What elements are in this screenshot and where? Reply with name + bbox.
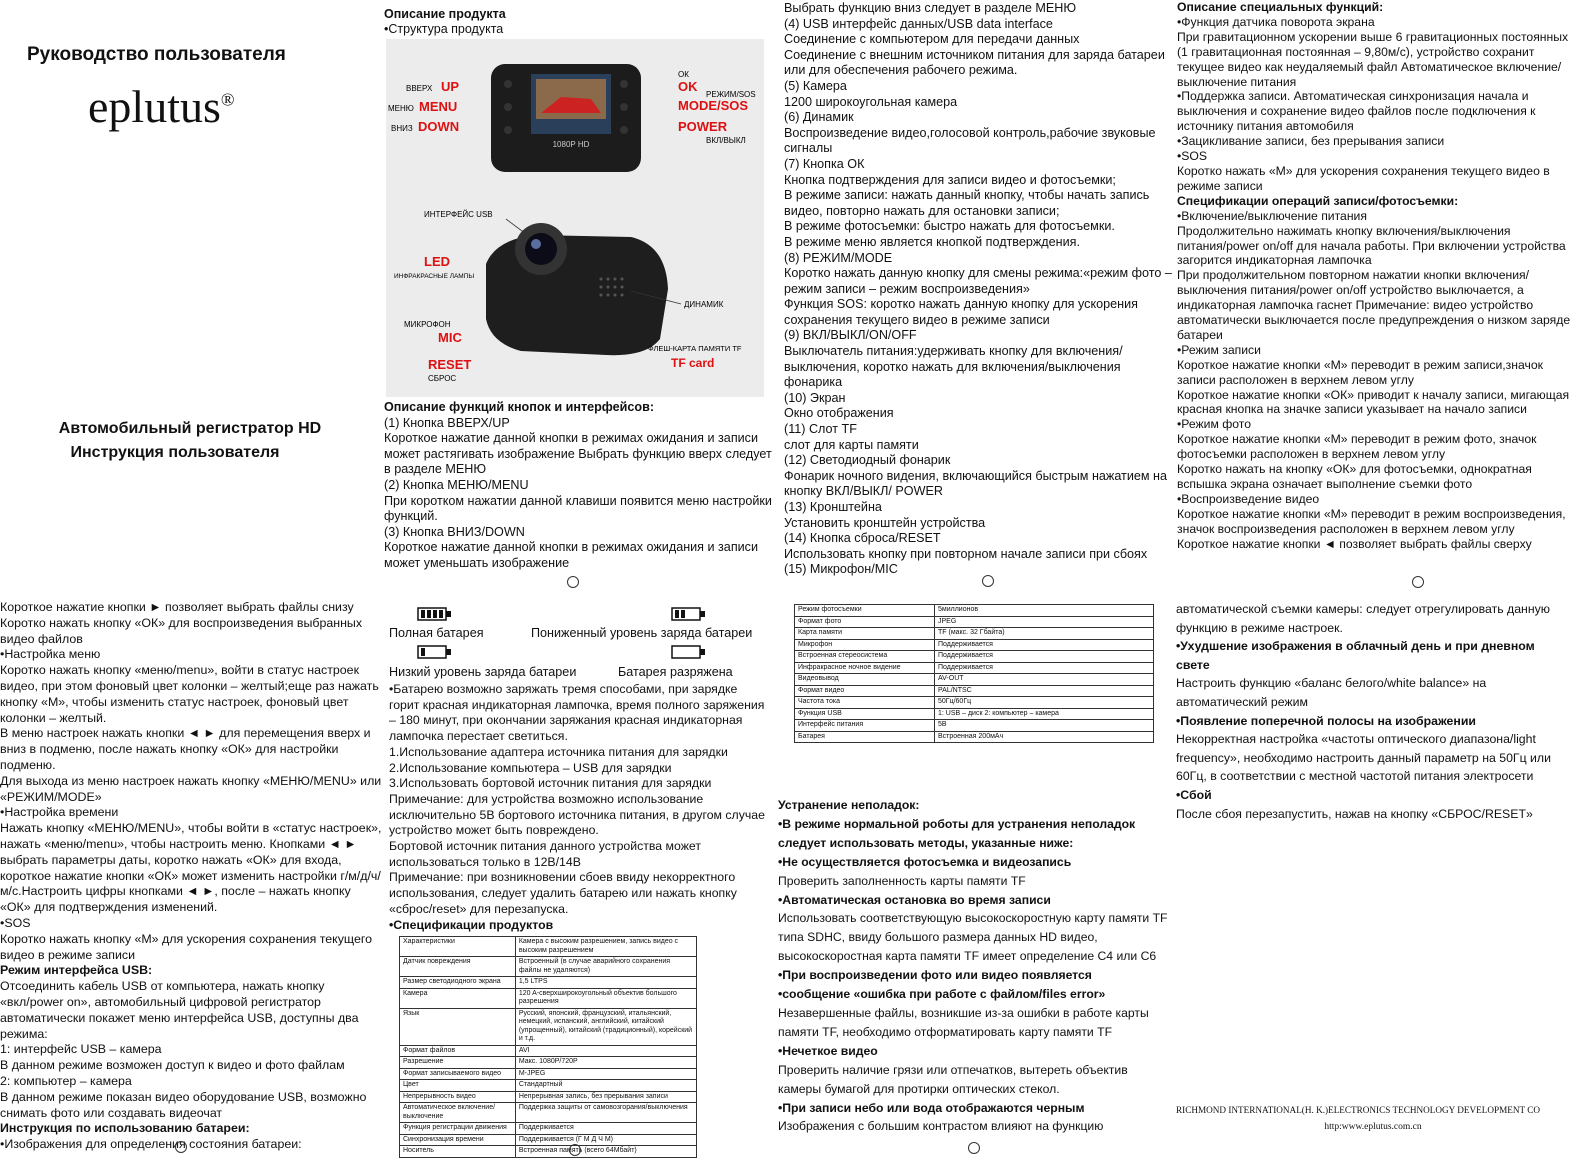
spec-key: Карта памяти <box>795 628 935 640</box>
structure-title: Описание продукта <box>384 7 506 21</box>
tips-line: После сбоя перезапустить, нажав на кнопку «СБРОС/RESET» <box>1176 806 1533 821</box>
settings-heading: Инструкция по использованию батареи: <box>0 1121 250 1136</box>
spec-key: Интерфейс питания <box>795 720 935 732</box>
spec-key: Формат видео <box>795 685 935 697</box>
spec-key: Функция регистрации движения <box>400 1123 516 1135</box>
label-reset-en: RESET <box>428 357 472 372</box>
func-line: Установить кронштейн устройства <box>784 515 986 530</box>
spec-value: Поддерживается <box>935 639 1154 651</box>
spec-value: Поддерживается <box>515 1123 696 1135</box>
troubleshoot-text <box>778 796 1170 1136</box>
label-down-ru: ВНИЗ <box>391 124 413 133</box>
func-line: Использовать кнопку при повторном начале записи при сбоях <box>784 546 1148 561</box>
special-line: При гравитационном ускорении выше 6 гравитационных постоянных (1 гравитационная постоянная – 9,80м/с), устройство сохранит текущее видео как неудаляемый файл Автоматическое включение/выключение питания <box>1177 29 1569 89</box>
spec-value: Поддерживается <box>935 651 1154 663</box>
spec-key: Синхронизация времени <box>400 1134 516 1146</box>
func-line: 1200 широкоугольная камера <box>784 94 958 109</box>
spec-row <box>795 708 1154 720</box>
spec-key: Размер светодиодного экрана <box>400 977 516 989</box>
spec-row <box>795 605 1154 617</box>
battery-empty-label: Батарея разряжена <box>618 665 733 679</box>
tips-panel <box>1176 600 1572 1140</box>
special-line: Короткое нажатие кнопки ◄ позволяет выбрать файлы сверху <box>1177 536 1532 551</box>
spec-key: Функция USB <box>795 708 935 720</box>
spec-key: Режим фотосъемки <box>795 605 935 617</box>
spec-value: Поддерживается <box>935 662 1154 674</box>
label-up-ru: ВВЕРХ <box>406 84 433 93</box>
label-reset-ru: СБРОС <box>428 374 457 383</box>
company-url: http:www.eplutus.com.cn <box>1324 1122 1422 1132</box>
tips-heading: •Сбой <box>1176 787 1212 802</box>
special-line: •Режим фото <box>1177 417 1251 432</box>
func-line: (4) USB интерфейс данных/USB data interface <box>784 16 1053 31</box>
func-line: Функция SOS: коротко нажать данную кнопку для ускорения сохранения текущего видео в режиме записи <box>784 297 1138 327</box>
spec-key: Микрофон <box>795 639 935 651</box>
spec-key: Непрерывность видео <box>400 1091 516 1103</box>
device-body-rear <box>486 235 668 355</box>
spec-value: Встроенная 200мАч <box>935 731 1154 743</box>
spec-row <box>795 697 1154 709</box>
spec-value: 1: USB – диск 2: компьютер – камера <box>935 708 1154 720</box>
label-mode-ru: РЕЖИМ/SOS <box>706 90 756 99</box>
label-mic-ru: МИКРОФОН <box>404 320 451 329</box>
special-title: Описание специальных функций: <box>1177 0 1384 14</box>
special-panel <box>1177 0 1572 580</box>
spec-value: M-JPEG <box>515 1068 696 1080</box>
spec-row <box>400 1134 697 1146</box>
troubleshoot-heading: •В режиме нормальной роботы для устранения неполадок следует использовать методы, указанные ниже: <box>778 816 1136 850</box>
func-line: Короткое нажатие данной кнопки в режимах ожидания и записи может растягивать изображение Выбрать функцию вверх следует в разделе МЕНЮ <box>384 431 772 477</box>
spec-key: Носитель <box>400 1146 516 1158</box>
troubleshoot-line: Изображения с большим контрастом влияют на функцию <box>778 1119 1104 1134</box>
settings-line: 2: компьютер – камера <box>0 1073 132 1088</box>
func-line: (5) Камера <box>784 78 847 93</box>
battery-lowered-icon <box>671 606 707 622</box>
product-diagram-svg <box>386 39 764 397</box>
label-ir: ИНФРАКРАСНЫЕ ЛАМПЫ <box>394 273 475 280</box>
cover-subtitle-2: Инструкция пользователя <box>70 444 280 461</box>
troubleshoot-line: Использовать соответствующую высокоскоростную карту памяти TF типа SDHC, ввиду большого размера данных HD видео, высокоскоростная карта памяти TF имеет определение C4 или C6 <box>778 911 1168 964</box>
spec-row <box>400 988 697 1008</box>
settings-line: Короткое нажатие кнопки ► позволяет выбрать файлы снизу <box>0 600 354 614</box>
battery-low-label: Низкий уровень заряда батареи <box>389 665 577 679</box>
func-line: Кнопка подтверждения для записи видео и фотосъемки; <box>784 172 1116 187</box>
func-line: Соединение с компьютером для передачи данных <box>784 32 1080 47</box>
spec-key: Разрешение <box>400 1057 516 1069</box>
label-down-en: DOWN <box>418 119 460 134</box>
spec-row <box>400 1057 697 1069</box>
label-mic-en: MIC <box>438 330 462 345</box>
func-line: Выключатель питания:удерживать кнопку для включения/выключения, коротко нажать для включения/выключения фонарика <box>784 344 1123 390</box>
label-tf-en: TF card <box>671 356 715 370</box>
settings-line: •Настройка меню <box>0 647 101 662</box>
tips-heading: •Появление поперечной полосы на изображении <box>1176 713 1476 728</box>
troubleshoot-title: Устранение неполадок: <box>778 798 920 812</box>
settings-panel <box>0 600 382 1152</box>
spec-row <box>795 720 1154 732</box>
spec-value: Макс. 1080P/720P <box>515 1057 696 1069</box>
label-tf-ru: ФЛЕШ-КАРТА ПАМЯТИ TF <box>648 344 742 353</box>
page-marker <box>175 1141 187 1153</box>
label-menu-en: MENU <box>419 99 458 114</box>
func-line: Окно отображения <box>784 406 894 421</box>
func-line: (3) Кнопка ВНИЗ/DOWN <box>384 524 525 539</box>
spec-value: AV-OUT <box>935 674 1154 686</box>
structure-subtitle: •Структура продукта <box>384 22 504 36</box>
func-line: Короткое нажатие данной кнопки в режимах ожидания и записи может уменьшать изображение <box>384 540 758 570</box>
spec-row <box>795 674 1154 686</box>
special-line: •Включение/выключение питания <box>1177 208 1367 223</box>
spec-value: Камера с высоким разрешением, запись видео с высоким разрешением <box>515 937 696 957</box>
func-line: слот для карты памяти <box>784 437 919 452</box>
spec-row <box>400 937 697 957</box>
spec-table-2 <box>794 604 1154 743</box>
brand-logo <box>88 80 235 133</box>
func-line: (15) Микрофон/MIC <box>784 562 898 577</box>
battery-line: 1.Использование адаптера источника питания для зарядки <box>389 744 728 759</box>
spec-value: AVI <box>515 1045 696 1057</box>
spec-row <box>795 662 1154 674</box>
battery-line: Бортовой источник питания данного устройства может использоваться только в 12В/14В <box>389 839 701 869</box>
battery-full-icon <box>417 606 453 622</box>
spec-key: Характеристики <box>400 937 516 957</box>
spec-value: Поддержка защиты от самовозгорания/выключения <box>515 1103 696 1123</box>
battery-low-icon <box>417 644 453 660</box>
battery-lowered-label: Пониженный уровень заряда батареи <box>531 626 753 640</box>
func-line: При коротком нажатии данной клавиши появится меню настройки функций. <box>384 493 772 524</box>
spec-value: 50Гц/60Гц <box>935 697 1154 709</box>
page-marker <box>569 1144 581 1156</box>
spec-value: Встроенный (в случае аварийного сохранения файлы не удаляются) <box>515 957 696 977</box>
label-led: LED <box>424 254 450 269</box>
settings-line: В данном режиме показан видео оборудование USB, возможно снимать фото или создавать видеочат <box>0 1089 367 1120</box>
spec-key: Язык <box>400 1008 516 1045</box>
spec-key: Формат записываемого видео <box>400 1068 516 1080</box>
troubleshoot-heading: •Автоматическая остановка во время записи <box>778 892 1051 907</box>
func-line: (11) Слот TF <box>784 422 857 437</box>
special-line: Короткое нажатие кнопки «М» переводит в режим фото, значок фотосъемки расположен в верхнем левом углу <box>1177 432 1537 462</box>
page-marker <box>968 1142 980 1154</box>
label-ok-ru: ОК <box>678 70 689 79</box>
special-line: Коротко нажать «М» для ускорения сохранения текущего видео в режиме записи <box>1177 163 1550 193</box>
product-diagram <box>386 39 764 397</box>
spec-row <box>795 628 1154 640</box>
spec-value: 1,5 LTPS <box>515 977 696 989</box>
spec-value: PAL/NTSC <box>935 685 1154 697</box>
spec-row <box>795 685 1154 697</box>
label-up-en: UP <box>441 79 460 94</box>
func-line: (9) ВКЛ/ВЫКЛ/ON/OFF <box>784 328 917 343</box>
settings-line: Отсоединить кабель USB от компьютера, нажать кнопку «вкл/power on», автомобильный цифровой регистратор автоматически покажет меню интерфейса USB, доступны два режима: <box>0 979 359 1041</box>
battery-panel <box>389 604 771 1154</box>
spec-row <box>400 977 697 989</box>
func-line: (12) Светодиодный фонарик <box>784 453 951 468</box>
special-line: •Функция датчика поворота экрана <box>1177 14 1375 29</box>
label-mode-en: MODE/SOS <box>678 98 749 113</box>
company-name: RICHMOND INTERNATIONAL(H. K.)ELECTRONICS TECHNOLOGY DEVELOPMENT CO <box>1176 1105 1540 1115</box>
troubleshoot-line: Незавершенные файлы, возникшие из-за ошибки в работе карты памяти TF, необходимо отформатировать карту памяти TF <box>778 1005 1149 1039</box>
troubleshoot-heading: •Не осуществляется фотосъемка и видеозапись <box>778 854 1072 869</box>
structure-panel <box>384 0 776 590</box>
battery-line: 2.Использование компьютера – USB для зарядки <box>389 760 672 775</box>
func-line: В режиме фотосъемки: быстро нажать для фотосъемки. <box>784 219 1115 234</box>
tips-line: Некорректная настройка «частоты оптического диапазона/light frequency», необходимо настроить данный параметр на 50Гц или 60Гц, в соответствии с местной частотой питания электросети <box>1176 732 1551 784</box>
func-line: (2) Кнопка МЕНЮ/MENU <box>384 477 529 492</box>
settings-heading: Режим интерфейса USB: <box>0 963 153 978</box>
tips-line: Настроить функцию «баланс белого/white balance» на автоматический режим <box>1176 676 1487 709</box>
troubleshoot-line: Проверить заполненность карты памяти TF <box>778 873 1026 888</box>
func-line: В режиме записи: нажать данный кнопку, чтобы начать запись видео, повторно нажать для остановки записи; <box>784 188 1150 218</box>
special-line: •Воспроизведение видео <box>1177 491 1320 506</box>
special-line: При продолжительном повторном нажатии кнопки включения/выключения питания/power on/off устройство выключается, а индикаторная лампочка гаснет Примечание: видео устройство автоматически выключается после предупреждения о низком заряде батареи <box>1177 268 1571 342</box>
settings-line: •SOS <box>0 915 31 930</box>
spec-key: Автоматическое включение/выключение <box>400 1103 516 1123</box>
func-line: (13) Кронштейна <box>784 500 882 514</box>
page-marker <box>982 575 994 587</box>
settings-line: •Изображения для определения состояния батареи: <box>0 1137 302 1152</box>
settings-line: •Настройка времени <box>0 805 119 820</box>
label-menu-ru: МЕНЮ <box>388 104 414 113</box>
settings-line: Нажать кнопку «МЕНЮ/MENU», чтобы войти в «статус настроек», нажать «меню/menu», чтобы настроить меню. Кнопками ◄ ► выбрать параметры даты, коротко нажать «ОК» для входа, короткое нажатие кнопки «ОК» может изменить настройки г/м/д/ч/м/с.Настроить цифры кнопками ◄ ►, после – нажать кнопку «ОК» для подтверждения изменений. <box>0 821 382 915</box>
troubleshoot-heading: •При записи небо или вода отображаются черным <box>778 1100 1085 1115</box>
settings-line: Коротко нажать кнопку «М» для ускорения сохранения текущего видео в режиме записи <box>0 931 373 962</box>
func-line: (10) Экран <box>784 390 846 405</box>
spec-value: 5В <box>935 720 1154 732</box>
spec-value: Стандартный <box>515 1080 696 1092</box>
settings-line: Коротко нажать кнопку «меню/menu», войти в статус настроек видео, при этом фоновый цвет колонки – желтый;еще раз нажать кнопку «М», чтобы изменить статус настроек, фоновый цвет колонки – желтый. <box>0 663 379 725</box>
spec-row <box>795 639 1154 651</box>
functions-b-panel <box>784 1 1174 581</box>
func-line: (14) Кнопка сброса/RESET <box>784 531 941 546</box>
spec-row <box>400 1146 697 1158</box>
battery-line: Примечание: при возникновении сбоев ввиду некорректного использования, следует удалить батарею или нажать кнопку «сброс/reset» для перезапуска. <box>389 870 737 916</box>
spec-value: Непрерывная запись, без прерывания записи <box>515 1091 696 1103</box>
spec-value: JPEG <box>935 616 1154 628</box>
battery-empty-icon <box>671 644 707 660</box>
special-line: Короткое нажатие кнопки «М» переводит в режим воспроизведения, значок воспроизведения расположен в верхнем левом углу <box>1177 506 1566 536</box>
spec-key: Видеовывод <box>795 674 935 686</box>
label-power-en: POWER <box>678 119 728 134</box>
troubleshoot-heading: •Нечеткое видео <box>778 1043 878 1058</box>
spec-row <box>400 1091 697 1103</box>
page-marker <box>1412 576 1424 588</box>
label-ok-en: OK <box>678 79 698 94</box>
func-line: (8) РЕЖИМ/MODE <box>784 250 893 265</box>
spec-row <box>400 1080 697 1092</box>
func-line: Коротко нажать данную кнопку для смены режима:«режим фото – режим записи – режим воспроизведения» <box>784 266 1172 296</box>
func-line: (1) Кнопка ВВЕРХ/UP <box>384 415 510 430</box>
functions-a-title: Описание функций кнопок и интерфейсов: <box>384 400 655 414</box>
spec-row <box>400 1008 697 1045</box>
spec-row <box>400 1068 697 1080</box>
brand-name: eplutus <box>88 81 221 132</box>
screen-label: 1080P HD <box>552 140 590 149</box>
special-line: •Зацикливание записи, без прерывания записи <box>1177 134 1445 149</box>
troubleshoot-line: Проверить наличие грязи или отпечатков, вытереть объектив камеры бумагой для протирки оптических стекол. <box>778 1062 1128 1096</box>
battery-full-label: Полная батарея <box>389 626 484 640</box>
label-usb: ИНТЕРФЕЙС USB <box>424 210 493 219</box>
spec-row <box>400 1103 697 1123</box>
special-subtitle: Спецификации операций записи/фотосъемки: <box>1177 193 1459 208</box>
cover-panel <box>0 0 380 590</box>
spec-row <box>795 731 1154 743</box>
settings-line: В меню настроек нажать кнопки ◄ ► для перемещения вверх и вниз в подменю, после нажать кнопку «ОК» для настройки подменю. <box>0 726 371 772</box>
troubleshoot-heading: •сообщение «ошибка при работе с файлом/files error» <box>778 987 1106 1002</box>
spec-title: •Спецификации продуктов <box>389 917 554 932</box>
spec-key: Частота тока <box>795 697 935 709</box>
settings-line: Для выхода из меню настроек нажать кнопку «МЕНЮ/MENU» или «РЕЖИМ/MODE» <box>0 773 382 804</box>
spec-key: Батарея <box>795 731 935 743</box>
battery-text <box>389 682 767 933</box>
functions-a-block <box>384 400 772 572</box>
spec-key: Формат файлов <box>400 1045 516 1057</box>
spec-row <box>795 651 1154 663</box>
spec-key: Инфракрасное ночное видение <box>795 662 935 674</box>
battery-line: Примечание: для устройства возможно использование исключительно 5В бортового источника питания, в другом случае устройство может быть повреждено. <box>389 791 765 838</box>
special-line: Коротко нажать на кнопку «ОК» для фотосъемки, однократная вспышка экрана означает выполнение съемки фото <box>1177 462 1532 491</box>
func-line: Соединение с внешним источником питания для заряда батареи или для обеспечения рабочего режима. <box>784 47 1165 78</box>
spec-value: Поддерживается (Г М Д Ч М) <box>515 1134 696 1146</box>
label-speaker: ДИНАМИК <box>684 300 724 309</box>
troubleshoot-heading: •При воспроизведении фото или видео появляется <box>778 968 1092 983</box>
spec-row <box>400 1123 697 1135</box>
spec-key: Встроенная стереосистема <box>795 651 935 663</box>
spec-value: 120 A-сверхширокоугольный объектив большого разрешения <box>515 988 696 1008</box>
troubleshoot-panel <box>778 604 1172 1134</box>
settings-line: 1: интерфейс USB – камера <box>0 1042 162 1057</box>
spec-table-1 <box>399 936 697 1158</box>
func-line: Фонарик ночного видения, включающийся быстрым нажатием на кнопку ВКЛ/ВЫКЛ/ POWER <box>784 468 1167 499</box>
tips-heading: •Ухудшение изображения в облачный день и при дневном свете <box>1176 639 1535 672</box>
spec-row <box>400 1045 697 1057</box>
special-line: Короткое нажатие кнопки «ОК» приводит к началу записи, мигающая красная кнопка на значке записи указывает на начало записи <box>1177 387 1570 417</box>
cover-heading: Руководство пользователя <box>27 44 286 65</box>
brand-registered-mark: ® <box>220 89 235 110</box>
func-line: Выбрать функцию вниз следует в разделе МЕНЮ <box>784 1 1077 15</box>
spec-key: Камера <box>400 988 516 1008</box>
tips-line: автоматической съемки камеры: следует отрегулировать данную функцию в режиме настроек. <box>1176 602 1550 635</box>
special-line: •SOS <box>1177 149 1208 164</box>
special-line: •Режим записи <box>1177 342 1261 357</box>
spec-row <box>400 957 697 977</box>
cover-subtitle-1: Автомобильный регистратор HD <box>58 420 322 437</box>
func-line: (6) Динамик <box>784 110 854 125</box>
spec-key: Цвет <box>400 1080 516 1092</box>
func-line: Воспроизведение видео,голосовой контроль,рабочие звуковые сигналы <box>784 125 1156 156</box>
func-line: (7) Кнопка ОК <box>784 156 865 171</box>
battery-line: •Батарею возможно заряжать тремя способами, при зарядке горит красная индикаторная лампочка, время полного заряжения – 180 минут, при окончании заряжания красная индикаторная лампочка перестает светиться. <box>389 682 765 744</box>
tips-text <box>1176 600 1570 823</box>
spec-value: Встроенная память (всего 64Мбайт) <box>515 1146 696 1158</box>
page-marker <box>567 576 579 588</box>
spec-key: Датчик повреждения <box>400 957 516 977</box>
special-line: Короткое нажатие кнопки «М» переводит в режим записи,значок записи расположен в верхнем левом углу <box>1177 357 1543 387</box>
special-line: Продолжительно нажимать кнопку включения/выключения питания/power on/off для начала работы. При включении устройства загорится индикаторная лампочка <box>1177 223 1566 268</box>
special-line: •Поддержка записи. Автоматическая синхронизация начала и выключения и сохранение видео файлов после подключения к источнику питания автомобиля <box>1177 89 1536 134</box>
spec-value: 5миллионов <box>935 605 1154 617</box>
spec-row <box>795 616 1154 628</box>
spec-key: Формат фото <box>795 616 935 628</box>
battery-line: 3.Использовать бортовой источник питания для зарядки <box>389 776 712 791</box>
label-power-ru: ВКЛ/ВЫКЛ <box>706 136 746 145</box>
settings-line: Коротко нажать кнопку «ОК» для воспроизведения выбранных видео файлов <box>0 615 363 646</box>
func-line: В режиме меню является кнопкой подтверждения. <box>784 234 1080 249</box>
settings-line: В данном режиме возможен доступ к видео и фото файлам <box>0 1058 345 1073</box>
spec-value: Русский, японский, французский, итальянский, немецкий, испанский, английский, китайский (упрощенный), китайский (традиционный), корейский и т.д. <box>515 1008 696 1045</box>
spec-value: TF (макс. 32 Гбайта) <box>935 628 1154 640</box>
